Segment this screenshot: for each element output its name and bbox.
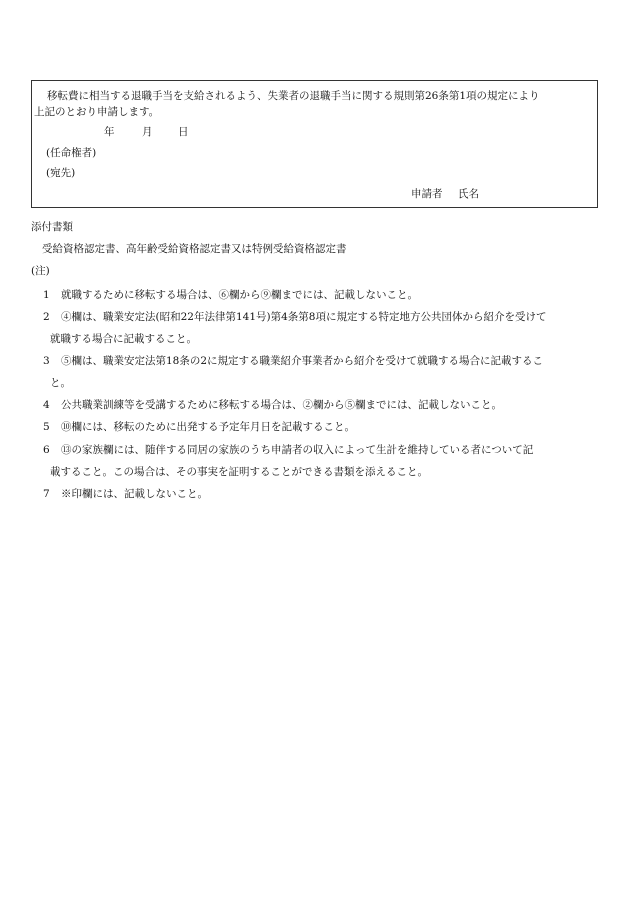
note-text-line: と。	[50, 377, 71, 389]
note-text-line: ⑩欄には、移転のために出発する予定年月日を記載すること。	[61, 421, 355, 433]
attachments-item: 受給資格認定書、高年齢受給資格認定書又は特例受給資格認定書	[42, 243, 347, 255]
note-number: 1	[43, 289, 50, 301]
note-text-line: 公共職業訓練等を受講するために移転する場合は、②欄から⑤欄までには、記載しないこと。	[61, 399, 502, 411]
applicant-label: 申請者	[411, 188, 443, 200]
note-number: 5	[43, 421, 50, 433]
note-text-line: ④欄は、職業安定法(昭和22年法律第141号)第4条第8項に規定する特定地方公共団体から紹介を受けて	[61, 311, 547, 323]
note-number: 7	[43, 488, 50, 500]
note-text-line: ⑬の家族欄には、随伴する同居の家族のうち申請者の収入によって生計を維持している者について記	[61, 444, 534, 456]
date-month-label: 月	[142, 126, 153, 138]
attachments-heading: 添付書類	[31, 221, 73, 233]
note-number: 3	[43, 355, 50, 367]
appointer-label: (任命権者)	[46, 147, 97, 159]
notes-heading: (注)	[31, 265, 50, 277]
date-year-label: 年	[104, 126, 115, 138]
note-text-line: 就職するために移転する場合は、⑥欄から⑨欄までには、記載しないこと。	[61, 289, 418, 301]
name-label: 氏名	[458, 188, 479, 200]
note-number: 4	[43, 399, 50, 411]
date-day-label: 日	[178, 126, 189, 138]
note-text-line: 載すること。この場合は、その事実を証明することができる書類を添えること。	[50, 466, 428, 478]
note-text-line: ※印欄には、記載しないこと。	[61, 488, 208, 500]
addressee-label: (宛先)	[46, 167, 76, 179]
note-number: 2	[43, 311, 50, 323]
note-number: 6	[43, 444, 50, 456]
application-box	[31, 80, 598, 208]
statement-line-1: 移転費に相当する退職手当を支給されるよう、失業者の退職手当に関する規則第26条第1項の規定により	[47, 90, 540, 102]
note-text-line: ⑤欄は、職業安定法第18条の2に規定する職業紹介事業者から紹介を受けて就職する場合に記載するこ	[61, 355, 544, 367]
note-text-line: 就職する場合に記載すること。	[50, 333, 197, 345]
statement-line-2: 上記のとおり申請します。	[34, 106, 160, 118]
